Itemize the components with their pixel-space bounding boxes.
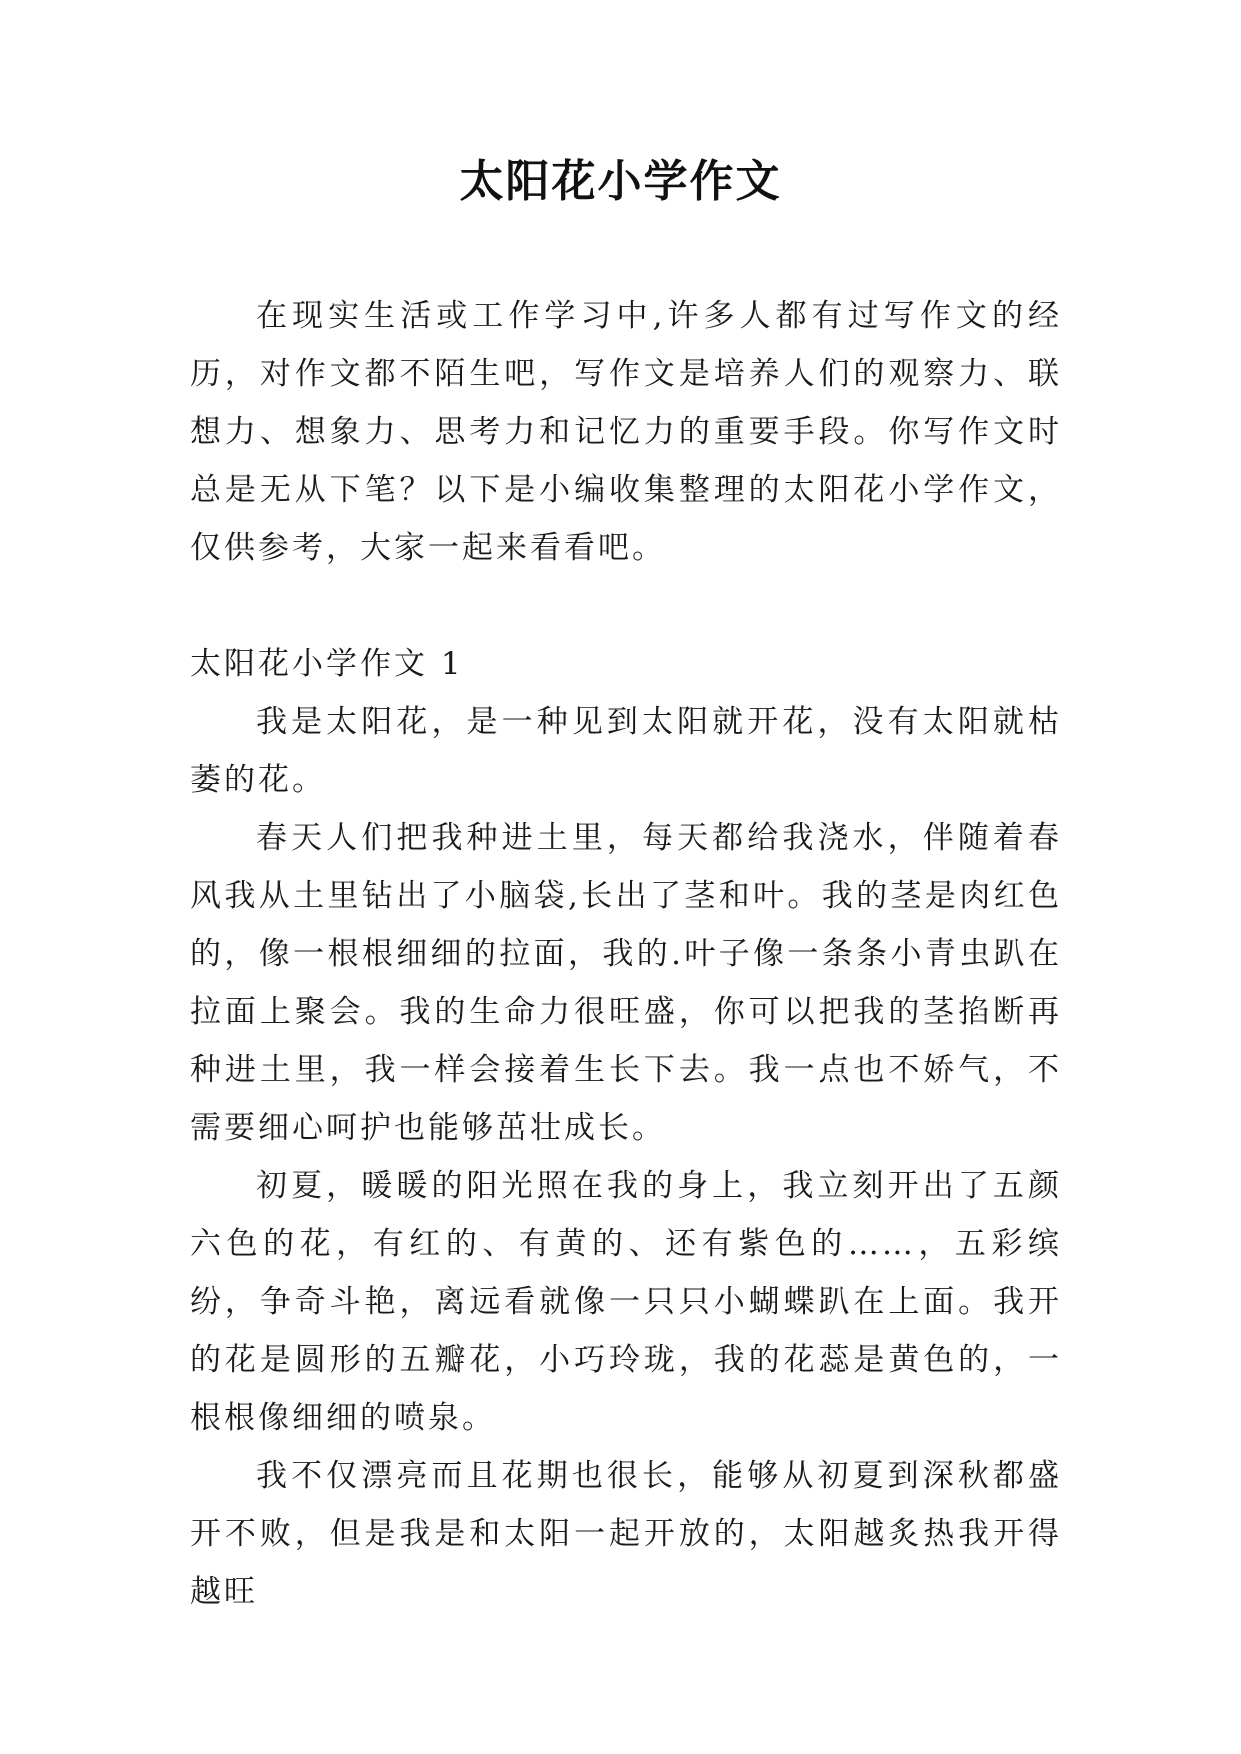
document-body [190,287,1062,1621]
body-paragraph-2: 春天人们把我种进土里，每天都给我浇水，伴随着春风我从土里钻出了小脑袋,长出了茎和叶。我的茎是肉红色的，像一根根细细的拉面，我的.叶子像一条条小青虫趴在拉面上聚会。我的生命力很旺盛，你可以把我的茎掐断再种进土里，我一样会接着生长下去。我一点也不娇气，不需要细心呵护也能够茁壮成长。 [190,820,1062,1146]
intro-paragraph: 在现实生活或工作学习中,许多人都有过写作文的经历，对作文都不陌生吧，写作文是培养人们的观察力、联想力、想象力、思考力和记忆力的重要手段。你写作文时总是无从下笔？以下是小编收集整理的太阳花小学作文，仅供参考，大家一起来看看吧。 [190,298,1062,566]
body-paragraph-3: 初夏，暖暖的阳光照在我的身上，我立刻开出了五颜六色的花，有红的、有黄的、还有紫色的……，五彩缤纷，争奇斗艳，离远看就像一只只小蝴蝶趴在上面。我开的花是圆形的五瓣花，小巧玲珑，我的花蕊是黄色的，一根根像细细的喷泉。 [190,1168,1062,1436]
section-heading: 太阳花小学作文 1 [190,646,464,682]
body-paragraph-4: 我不仅漂亮而且花期也很长，能够从初夏到深秋都盛开不败，但是我是和太阳一起开放的，太阳越炙热我开得越旺 [190,1458,1062,1610]
body-paragraph-1: 我是太阳花，是一种见到太阳就开花，没有太阳就枯萎的花。 [190,704,1062,798]
paragraph-gap [190,577,1062,635]
document-title: 太阳花小学作文 [459,156,782,207]
